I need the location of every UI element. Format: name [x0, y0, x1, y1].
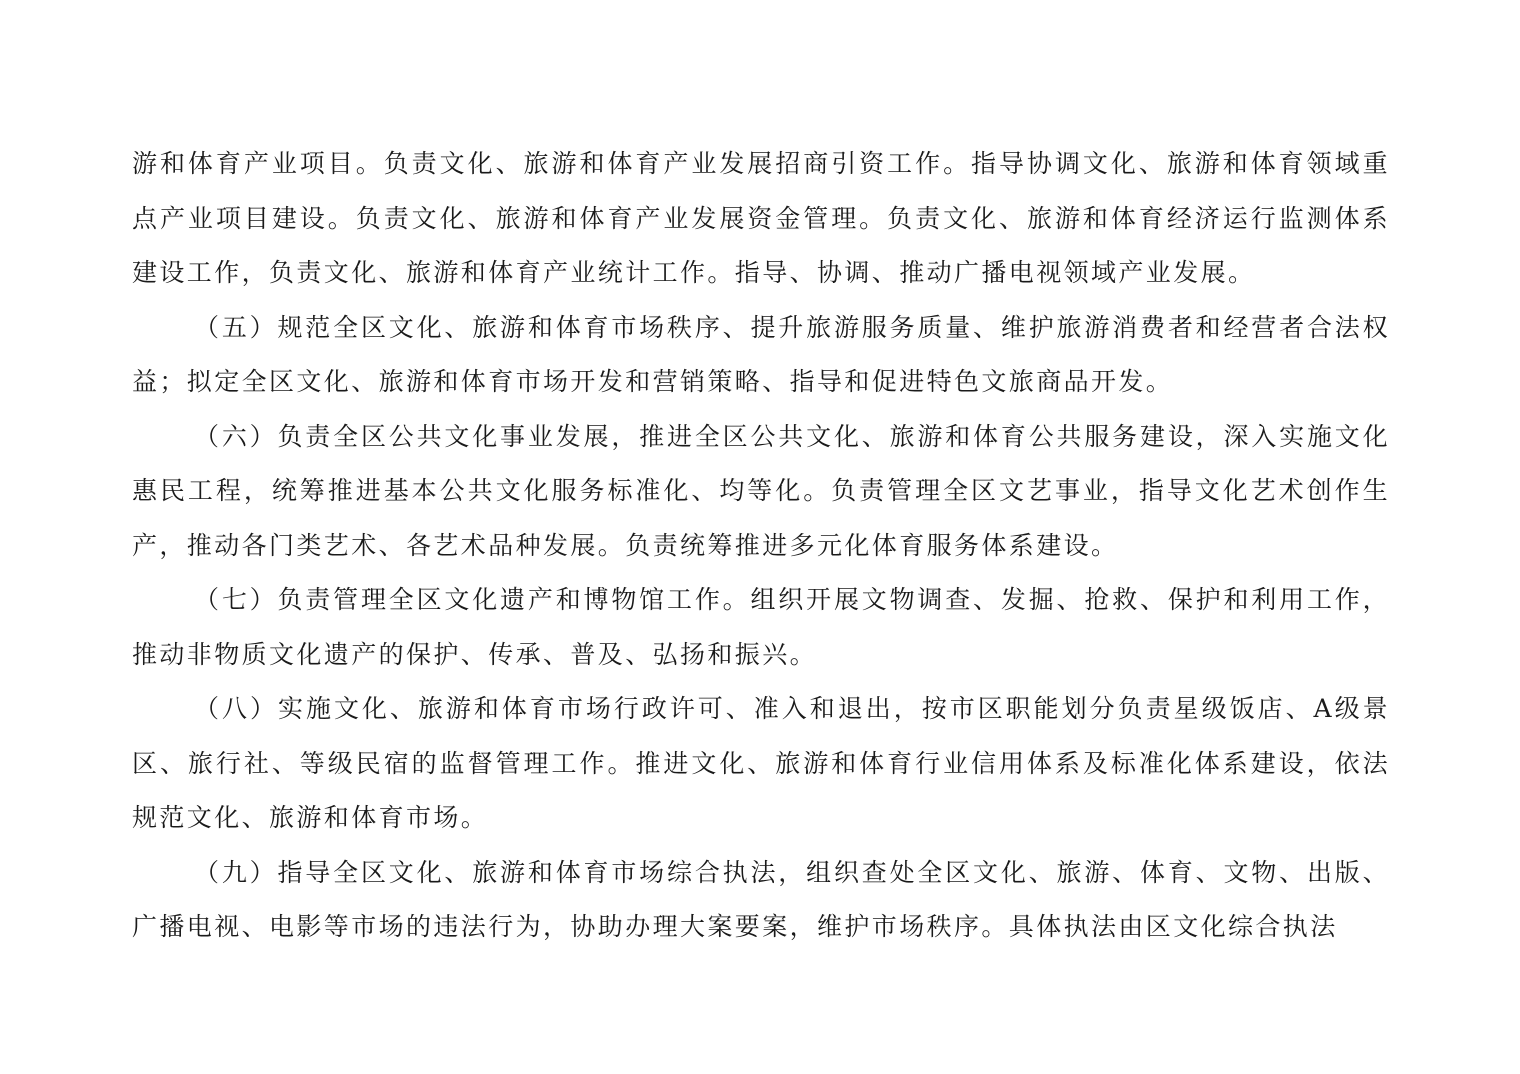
paragraph-item-8: （八）实施文化、旅游和体育市场行政许可、准入和退出，按市区职能划分负责星级饭店、A级景区、旅行社、等级民宿的监督管理工作。推进文化、旅游和体育行业信用体系及标准化体系建设，依法规范文化、旅游和体育市场。	[132, 694, 1390, 832]
paragraph-item-5: （五）规范全区文化、旅游和体育市场秩序、提升旅游服务质量、维护旅游消费者和经营者合法权益；拟定全区文化、旅游和体育市场开发和营销策略、指导和促进特色文旅商品开发。	[132, 312, 1390, 396]
paragraph-item-6: （六）负责全区公共文化事业发展，推进全区公共文化、旅游和体育公共服务建设，深入实施文化惠民工程，统筹推进基本公共文化服务标准化、均等化。负责管理全区文艺事业，指导文化艺术创作生产，推动各门类艺术、各艺术品种发展。负责统筹推进多元化体育服务体系建设。	[132, 421, 1390, 560]
paragraph-item-7: （七）负责管理全区文化遗产和博物馆工作。组织开展文物调查、发掘、抢救、保护和利用工作，推动非物质文化遗产的保护、传承、普及、弘扬和振兴。	[132, 585, 1390, 669]
paragraph-item-9: （九）指导全区文化、旅游和体育市场综合执法，组织查处全区文化、旅游、体育、文物、出版、广播电视、电影等市场的违法行为，协助办理大案要案，维护市场秩序。具体执法由区文化综合执法	[132, 857, 1390, 941]
document-body	[132, 137, 1390, 955]
paragraph-continued: 游和体育产业项目。负责文化、旅游和体育产业发展招商引资工作。指导协调文化、旅游和体育领域重点产业项目建设。负责文化、旅游和体育产业发展资金管理。负责文化、旅游和体育经济运行监测体系建设工作，负责文化、旅游和体育产业统计工作。指导、协调、推动广播电视领域产业发展。	[132, 149, 1390, 287]
